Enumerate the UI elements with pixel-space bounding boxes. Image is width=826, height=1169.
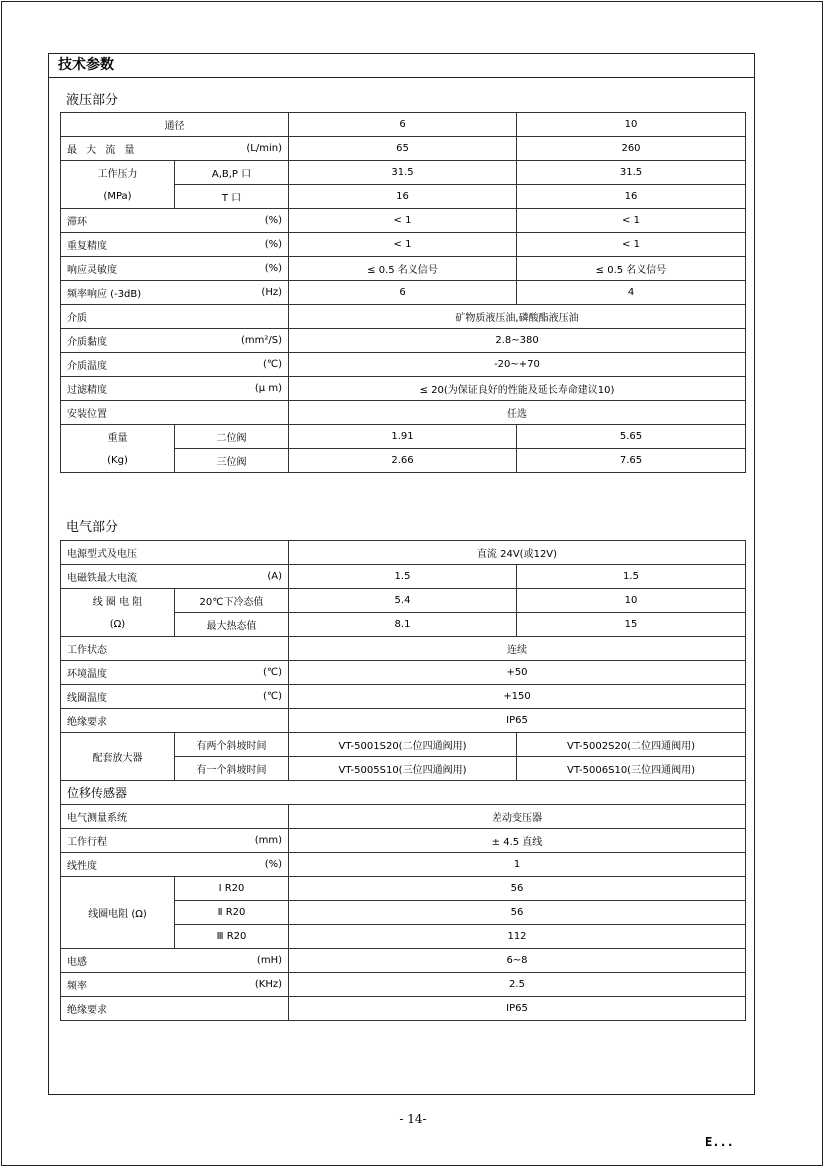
row-label: 电感 [67, 957, 87, 968]
amplifier-ramp2: 有两个斜坡时间 [175, 733, 289, 757]
value-6: 6 [289, 281, 517, 305]
table-row [61, 541, 746, 565]
row-label: 绝缘要求 [61, 709, 289, 733]
value-6: 1.91 [289, 425, 517, 449]
row-unit: (mm) [254, 835, 282, 846]
row-label: 线性度 [67, 861, 97, 872]
table-row [61, 997, 746, 1021]
value-merged: 任选 [289, 401, 746, 425]
port-abp: A,B,P 口 [175, 161, 289, 185]
row-label: 电磁铁最大电流 [67, 573, 137, 584]
row-unit: (mm²/S) [240, 335, 282, 346]
hydraulic-table [60, 112, 746, 473]
resistance-hot: 最大热态值 [175, 613, 289, 637]
weight-three-pos: 三位阀 [175, 449, 289, 473]
table-row [61, 829, 746, 853]
value-merged: ± 4.5 直线 [289, 829, 746, 853]
value-merged: IP65 [289, 709, 746, 733]
amplifier-label: 配套放大器 [61, 733, 175, 781]
value-merged: IP65 [289, 997, 746, 1021]
row-label: 频率响应 (-3dB) [67, 289, 142, 300]
row-label: 电气测量系统 [61, 805, 289, 829]
row-label: 过滤精度 [67, 385, 107, 396]
value-6: 31.5 [289, 161, 517, 185]
value-merged: 1 [289, 853, 746, 877]
value-6: 8.1 [289, 613, 517, 637]
value-10: < 1 [517, 209, 746, 233]
value-6: < 1 [289, 233, 517, 257]
value-merged: ≤ 20(为保证良好的性能及延长寿命建议10) [289, 377, 746, 401]
value-10: 15 [517, 613, 746, 637]
table-row [61, 281, 746, 305]
row-unit: (℃) [262, 667, 282, 678]
value-6: 2.66 [289, 449, 517, 473]
value-10: 7.65 [517, 449, 746, 473]
value-6: 65 [289, 137, 517, 161]
value-merged: 矿物质液压油,磷酸酯液压油 [289, 305, 746, 329]
value-merged: 2.5 [289, 973, 746, 997]
value-merged: 差动变压器 [289, 805, 746, 829]
table-row [61, 233, 746, 257]
table-row [61, 161, 746, 185]
table-row [61, 257, 746, 281]
row-unit: (%) [264, 215, 282, 226]
size-10: 10 [517, 113, 746, 137]
value-merged: 56 [289, 901, 746, 925]
coil-r1: Ⅰ R20 [175, 877, 289, 901]
table-row [61, 853, 746, 877]
value-6: VT-5001S20(二位四通阀用) [289, 733, 517, 757]
coil-resistance-label: 线圈电阻 (Ω) [61, 877, 175, 949]
row-label: 滞环 [67, 217, 87, 228]
hydraulic-heading: 液压部分 [66, 93, 119, 108]
row-label: 最 大 流 量 [67, 145, 138, 156]
row-unit: (μ m) [254, 383, 282, 394]
table-row [61, 661, 746, 685]
table-row [61, 973, 746, 997]
table-row [61, 781, 746, 805]
weight-label: 重量 [61, 425, 175, 449]
table-row [61, 613, 746, 637]
row-label: 绝缘要求 [61, 997, 289, 1021]
table-row [61, 305, 746, 329]
table-row [61, 709, 746, 733]
coil-r3: Ⅲ R20 [175, 925, 289, 949]
value-merged: 112 [289, 925, 746, 949]
row-label: 介质黏度 [67, 337, 107, 348]
value-10: 16 [517, 185, 746, 209]
row-label: 安装位置 [67, 409, 107, 420]
page-title: 技术参数 [48, 53, 755, 78]
table-row [61, 329, 746, 353]
row-label: 电源型式及电压 [61, 541, 289, 565]
table-row [61, 113, 746, 137]
resistance-cold: 20℃下冷态值 [175, 589, 289, 613]
row-label: 工作行程 [67, 837, 107, 848]
row-label: 频率 [67, 981, 87, 992]
value-10: ≤ 0.5 名义信号 [517, 257, 746, 281]
weight-two-pos: 二位阀 [175, 425, 289, 449]
table-row [61, 401, 746, 425]
sensor-heading: 位移传感器 [61, 781, 746, 805]
value-6: VT-5005S10(三位四通阀用) [289, 757, 517, 781]
row-unit: (A) [267, 571, 282, 582]
value-6: 1.5 [289, 565, 517, 589]
value-10: VT-5002S20(二位四通阀用) [517, 733, 746, 757]
size-label: 通径 [61, 113, 289, 137]
row-unit: (mH) [256, 955, 282, 966]
page-number: - 14- [399, 1112, 427, 1126]
pressure-unit: (MPa) [61, 185, 175, 209]
port-t: T 口 [175, 185, 289, 209]
row-label: 环境温度 [67, 669, 107, 680]
table-row [61, 685, 746, 709]
row-unit: (L/min) [246, 143, 282, 154]
value-6: ≤ 0.5 名义信号 [289, 257, 517, 281]
table-row [61, 589, 746, 613]
row-label: 重复精度 [67, 241, 107, 252]
table-row [61, 449, 746, 473]
row-label: 响应灵敏度 [67, 265, 117, 276]
table-row [61, 805, 746, 829]
table-row [61, 209, 746, 233]
table-row [61, 425, 746, 449]
electrical-table [60, 540, 746, 1021]
row-unit: (%) [264, 239, 282, 250]
value-merged: 56 [289, 877, 746, 901]
row-label: 介质温度 [67, 361, 107, 372]
value-merged: 6~8 [289, 949, 746, 973]
row-unit: (Hz) [261, 287, 282, 298]
row-label: 线圈温度 [67, 693, 107, 704]
value-10: 4 [517, 281, 746, 305]
table-row [61, 137, 746, 161]
brand-logo: E... [705, 1135, 734, 1149]
table-row [61, 565, 746, 589]
value-10: 260 [517, 137, 746, 161]
value-10: 10 [517, 589, 746, 613]
value-10: 1.5 [517, 565, 746, 589]
resistance-label: 线 圈 电 阻 [61, 589, 175, 613]
row-unit: (%) [264, 859, 282, 870]
value-10: < 1 [517, 233, 746, 257]
value-6: 5.4 [289, 589, 517, 613]
amplifier-ramp1: 有一个斜坡时间 [175, 757, 289, 781]
value-10: 31.5 [517, 161, 746, 185]
value-6: < 1 [289, 209, 517, 233]
table-row [61, 377, 746, 401]
pressure-label: 工作压力 [61, 161, 175, 185]
value-merged: +50 [289, 661, 746, 685]
value-6: 16 [289, 185, 517, 209]
row-unit: (%) [264, 263, 282, 274]
coil-r2: Ⅱ R20 [175, 901, 289, 925]
table-row [61, 949, 746, 973]
size-6: 6 [289, 113, 517, 137]
table-row [61, 353, 746, 377]
row-label: 介质 [67, 313, 87, 324]
row-unit: (KHz) [254, 979, 282, 990]
value-10: VT-5006S10(三位四通阀用) [517, 757, 746, 781]
electrical-heading: 电气部分 [66, 520, 119, 535]
table-row [61, 877, 746, 901]
table-row [61, 637, 746, 661]
value-10: 5.65 [517, 425, 746, 449]
row-label: 工作状态 [61, 637, 289, 661]
table-row [61, 733, 746, 757]
resistance-unit: (Ω) [61, 613, 175, 637]
row-unit: (℃) [262, 359, 282, 370]
table-row [61, 185, 746, 209]
value-merged: 2.8~380 [289, 329, 746, 353]
weight-unit: (Kg) [61, 449, 175, 473]
row-unit: (℃) [262, 691, 282, 702]
value-merged: -20~+70 [289, 353, 746, 377]
value-merged: 连续 [289, 637, 746, 661]
value-merged: +150 [289, 685, 746, 709]
value-merged: 直流 24V(或12V) [289, 541, 746, 565]
